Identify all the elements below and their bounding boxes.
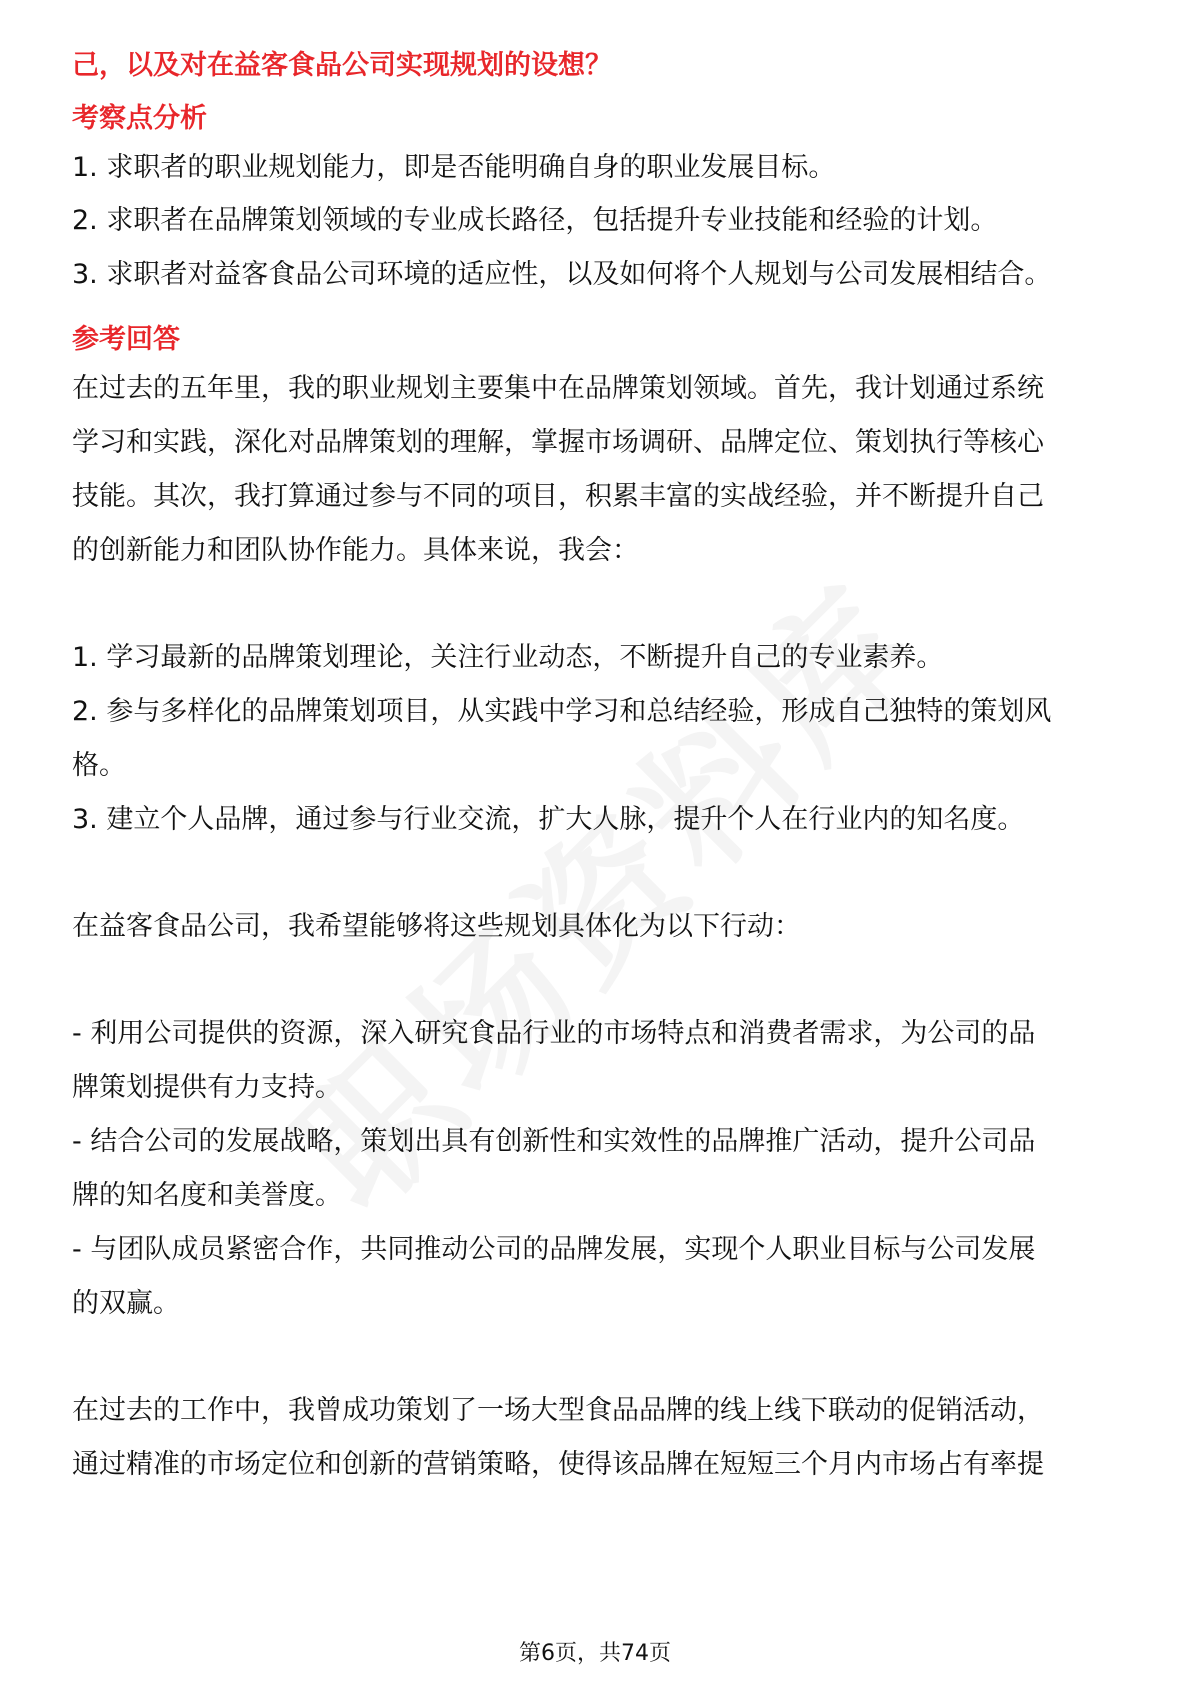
answer-heading: 参考回答 <box>72 324 180 355</box>
analysis-item: 2. 求职者在品牌策划领域的专业成长路径，包括提升专业技能和经验的计划。 <box>72 205 998 236</box>
answer-intro-line: 技能。其次，我打算通过参与不同的项目，积累丰富的实战经验，并不断提升自己 <box>72 481 1044 512</box>
plan-line: 格。 <box>72 750 126 781</box>
answer-intro-line: 学习和实践，深化对品牌策划的理解，掌握市场调研、品牌定位、策划执行等核心 <box>72 427 1044 458</box>
company-intro: 在益客食品公司，我希望能够将这些规划具体化为以下行动： <box>72 911 801 942</box>
past-line: 通过精准的市场定位和创新的营销策略，使得该品牌在短短三个月内市场占有率提 <box>72 1449 1044 1480</box>
plan-line: 2. 参与多样化的品牌策划项目，从实践中学习和总结经验，形成自己独特的策划风 <box>72 696 1052 727</box>
past-line: 在过去的工作中，我曾成功策划了一场大型食品品牌的线上线下联动的促销活动， <box>72 1395 1044 1426</box>
analysis-item: 1. 求职者的职业规划能力，即是否能明确自身的职业发展目标。 <box>72 152 836 183</box>
analysis-item: 3. 求职者对益客食品公司环境的适应性，以及如何将个人规划与公司发展相结合。 <box>72 259 1052 290</box>
answer-intro-line: 在过去的五年里，我的职业规划主要集中在品牌策划领域。首先，我计划通过系统 <box>72 373 1044 404</box>
action-line: - 与团队成员紧密合作，共同推动公司的品牌发展，实现个人职业目标与公司发展 <box>72 1234 1036 1265</box>
plan-line: 3. 建立个人品牌，通过参与行业交流，扩大人脉，提升个人在行业内的知名度。 <box>72 804 1025 835</box>
action-line: 牌的知名度和美誉度。 <box>72 1180 342 1211</box>
page-number: 第6页，共74页 <box>519 1641 671 1666</box>
action-line: 牌策划提供有力支持。 <box>72 1072 342 1103</box>
plan-line: 1. 学习最新的品牌策划理论，关注行业动态，不断提升自己的专业素养。 <box>72 642 944 673</box>
answer-intro-line: 的创新能力和团队协作能力。具体来说，我会： <box>72 535 639 566</box>
action-line: - 结合公司的发展战略，策划出具有创新性和实效性的品牌推广活动，提升公司品 <box>72 1126 1036 1157</box>
action-line: - 利用公司提供的资源，深入研究食品行业的市场特点和消费者需求，为公司的品 <box>72 1018 1036 1049</box>
analysis-heading: 考察点分析 <box>72 103 207 134</box>
action-line: 的双赢。 <box>72 1288 180 1319</box>
question-tail: 己，以及对在益客食品公司实现规划的设想？ <box>72 50 612 81</box>
